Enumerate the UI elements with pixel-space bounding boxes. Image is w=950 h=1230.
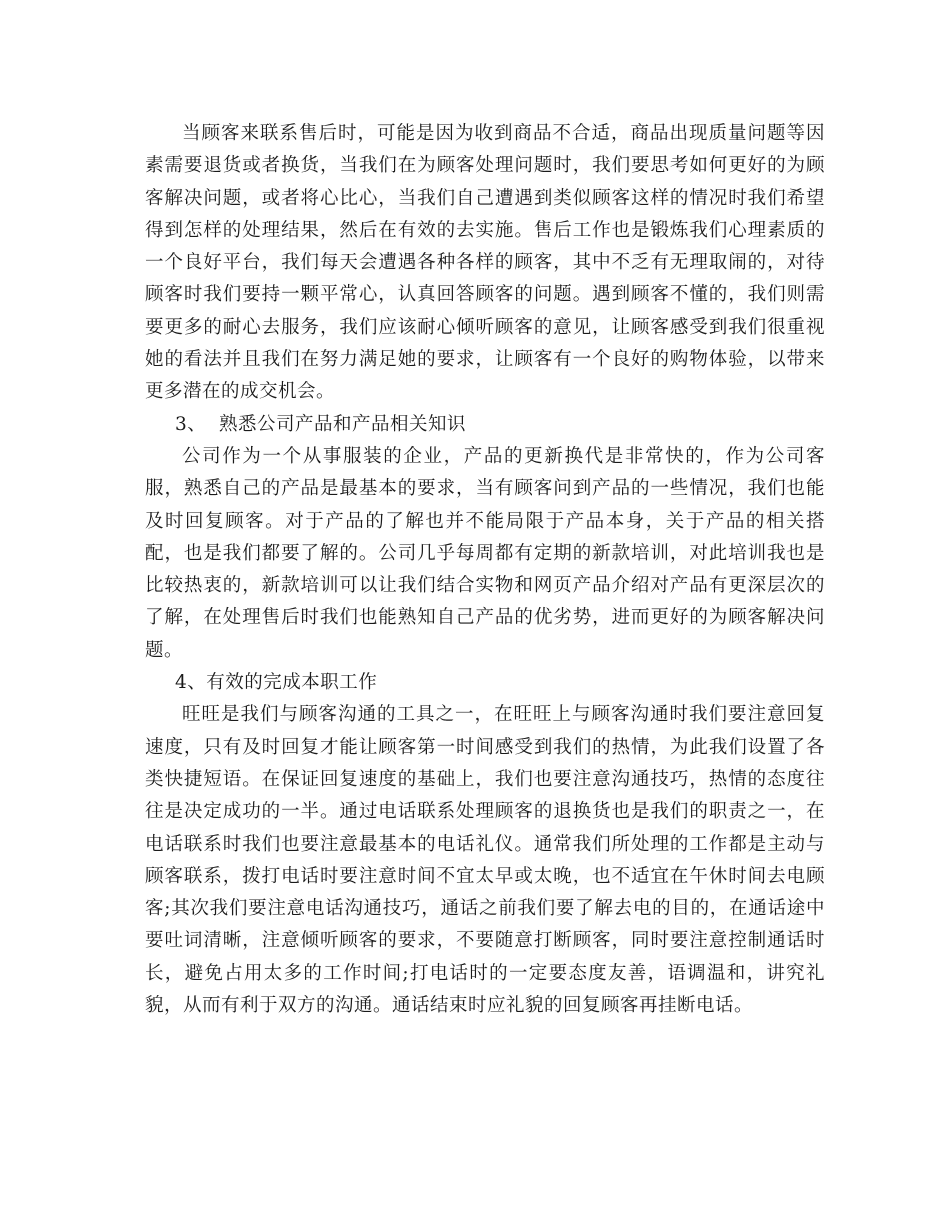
section-heading-4	[145, 667, 825, 699]
document-body	[145, 118, 825, 1022]
paragraph-product-knowledge: 公司作为一个从事服装的企业，产品的更新换代是非常快的，作为公司客服，熟悉自己的产品是最基本的要求，当有顾客问到产品的一些情况，我们也能及时回复顾客。对于产品的了解也并不能局限于产品本身，关于产品的相关搭配，也是我们都要了解的。公司几乎每周都有定期的新款培训，对此培训我也是比较热衷的，新款培训可以让我们结合实物和网页产品介绍对产品有更深层次的了解，在处理售后时我们也能熟知自己产品的优劣势，进而更好的为顾客解决问题。	[145, 445, 825, 661]
section-number: 4、	[175, 672, 207, 694]
section-number: 3、	[175, 413, 207, 435]
paragraph-job-duties: 旺旺是我们与顾客沟通的工具之一，在旺旺上与顾客沟通时我们要注意回复速度，只有及时回复才能让顾客第一时间感受到我们的热情，为此我们设置了各类快捷短语。在保证回复速度的基础上，我们也要注意沟通技巧，热情的态度往往是决定成功的一半。通过电话联系处理顾客的退换货也是我们的职责之一，在电话联系时我们也要注意最基本的电话礼仪。通常我们所处理的工作都是主动与顾客联系，拨打电话时要注意时间不宜太早或太晚，也不适宜在午休时间去电顾客;其次我们要注意电话沟通技巧，通话之前我们要了解去电的目的，在通话途中要吐词清晰，注意倾听顾客的要求，不要随意打断顾客，同时要注意控制通话时长，避免占用太多的工作时间;打电话时的一定要态度友善，语调温和，讲究礼貌，从而有利于双方的沟通。通话结束时应礼貌的回复顾客再挂断电话。	[145, 704, 825, 1017]
section-title: 熟悉公司产品和产品相关知识	[219, 413, 467, 435]
paragraph-after-sales: 当顾客来联系售后时，可能是因为收到商品不合适，商品出现质量问题等因素需要退货或者换货，当我们在为顾客处理问题时，我们要思考如何更好的为顾客解决问题，或者将心比心，当我们自己遭遇到类似顾客这样的情况时我们希望得到怎样的处理结果，然后在有效的去实施。售后工作也是锻炼我们心理素质的一个良好平台，我们每天会遭遇各种各样的顾客，其中不乏有无理取闹的，对待顾客时我们要持一颗平常心，认真回答顾客的问题。遇到顾客不懂的，我们则需要更多的耐心去服务，我们应该耐心倾听顾客的意见，让顾客感受到我们很重视她的看法并且我们在努力满足她的要求，让顾客有一个良好的购物体验，以带来更多潜在的成交机会。	[145, 123, 825, 403]
section-heading-3	[145, 409, 825, 441]
section-title: 有效的完成本职工作	[206, 672, 378, 694]
